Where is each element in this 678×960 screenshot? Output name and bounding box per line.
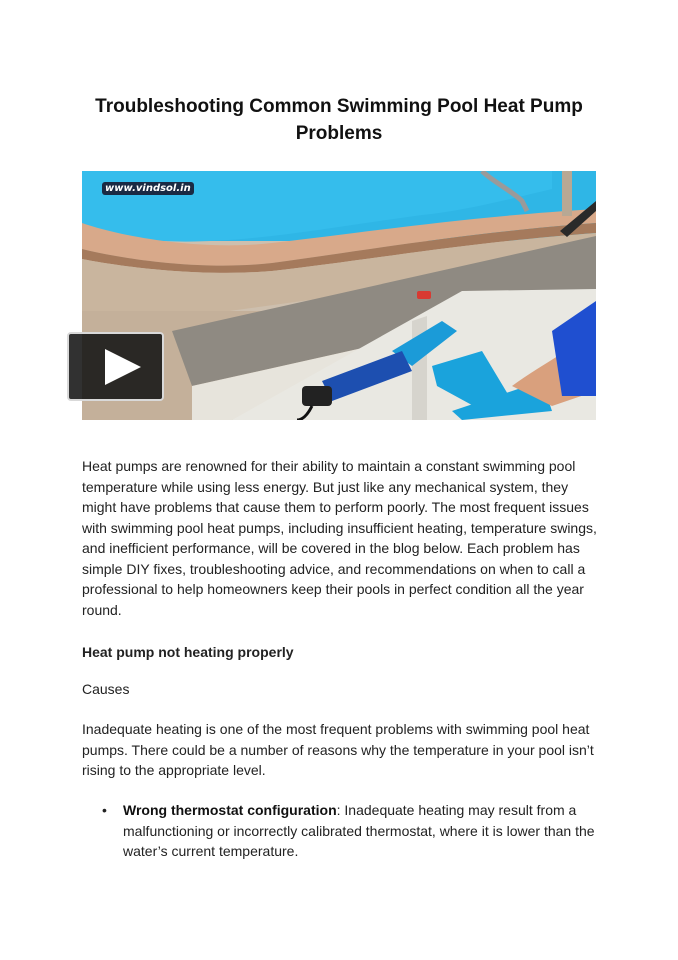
- list-item: [82, 800, 602, 862]
- video-play-button[interactable]: [67, 332, 164, 401]
- section-heading: Heat pump not heating properly: [82, 644, 294, 660]
- bullet-text: : Inadequate heating may result from a malfunctioning or incorrectly calibrated thermostat, where it is lower than the water’s current temperature.: [123, 802, 595, 859]
- causes-list: [82, 800, 602, 862]
- intro-paragraph: Heat pumps are renowned for their ability to maintain a constant swimming pool temperature while using less energy. But just like any mechanical system, they might have problems that cause them to perform poorly. The most frequent issues with swimming pool heat pumps, including insufficient heating, temperature swings, and inefficient performance, will be covered in the blog below. Each problem has simple DIY fixes, troubleshooting advice, and recommendations on when to call a professional to help homeowners keep their pools in perfect condition all the year round.: [82, 458, 597, 618]
- watermark-label: www.vindsol.in: [102, 182, 194, 195]
- play-icon: [105, 349, 141, 385]
- document-title: Troubleshooting Common Swimming Pool Heat Pump Problems: [95, 95, 583, 144]
- causes-subheading: Causes: [82, 681, 130, 697]
- bullet-term: Wrong thermostat configuration: [123, 802, 337, 818]
- bullet-icon: •: [102, 802, 107, 818]
- section-paragraph: Inadequate heating is one of the most frequent problems with swimming pool heat pumps. There could be a number of reasons why the temperature in your pool isn’t rising to the appropriate level.: [82, 721, 594, 778]
